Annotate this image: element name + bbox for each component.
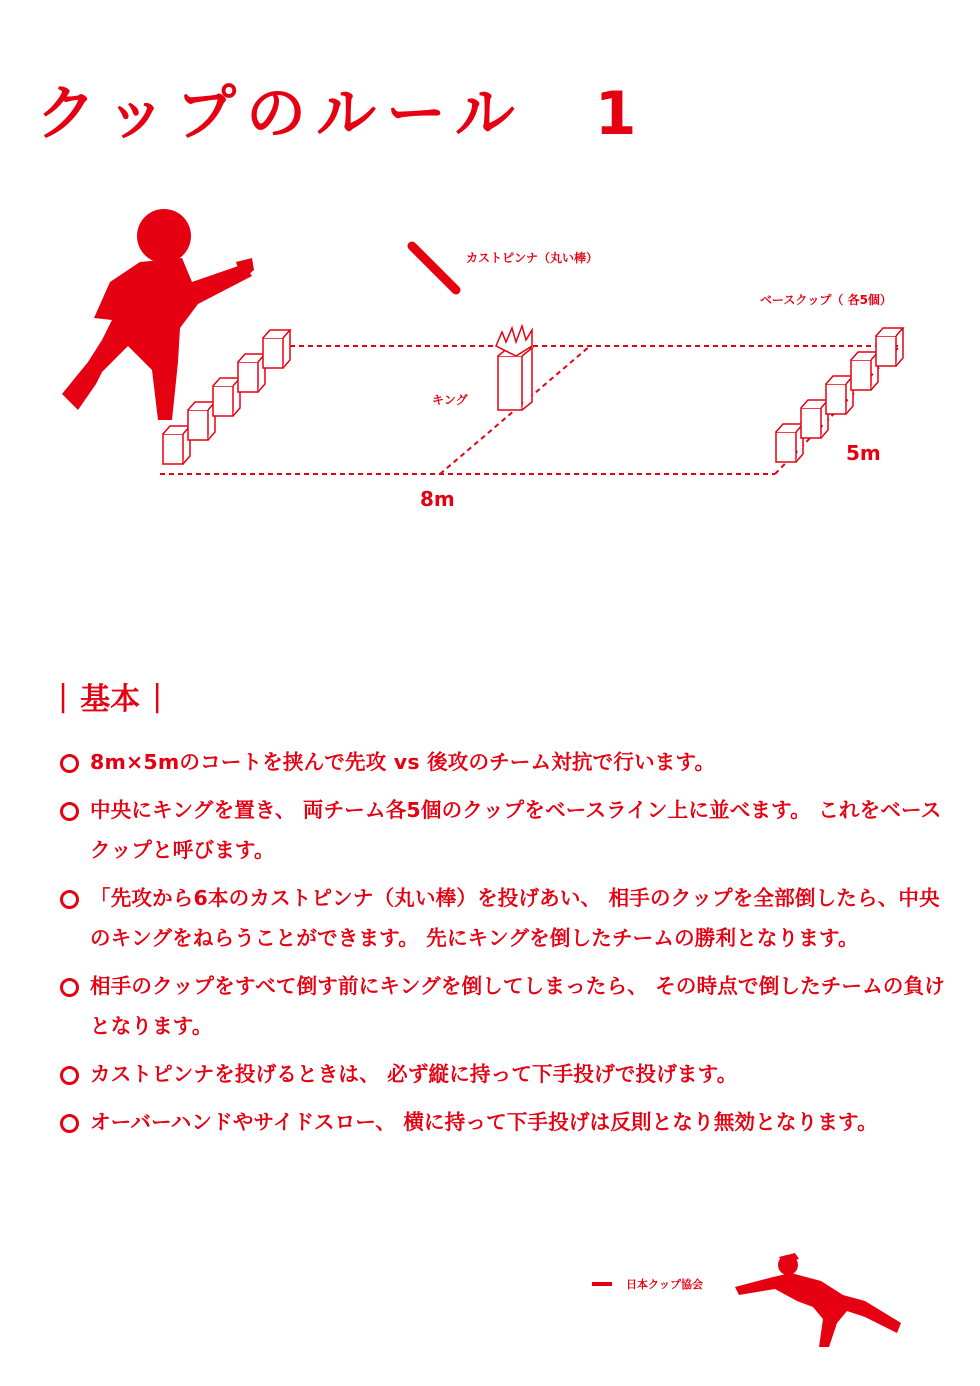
heading-bar-left: | xyxy=(58,678,69,714)
rule-text: 「先攻から6本のカストピンナ（丸い棒）を投げあい、 相手のクップを全部倒したら、中央のキングをねらうことができます。 先にキングを倒したチームの勝利となります。 xyxy=(90,886,940,950)
stick-icon xyxy=(412,246,456,290)
page-title: クップのルール 1 xyxy=(36,79,647,149)
heading-bar-right: | xyxy=(152,678,163,714)
circle-bullet-icon xyxy=(60,1066,79,1085)
circle-bullet-icon xyxy=(60,1114,79,1133)
circle-bullet-icon xyxy=(60,978,79,997)
rule-text: 8m×5mのコートを挟んで先攻 vs 後攻のチーム対抗で行います。 xyxy=(90,750,716,774)
base-cup-label: ベースクップ（ 各5個） xyxy=(760,293,892,307)
circle-bullet-icon xyxy=(60,802,79,821)
rule-text: カストピンナを投げるときは、 必ず縦に持って下手投げで投げます。 xyxy=(90,1062,738,1086)
list-item xyxy=(60,878,950,958)
rule-text: 相手のクップをすべて倒す前にキングを倒してしまったら、 その時点で倒したチームの負けとなります。 xyxy=(90,974,946,1038)
base-cup-block xyxy=(263,330,290,368)
list-item xyxy=(60,1102,950,1142)
footer-dash xyxy=(592,1282,612,1286)
base-cup-block xyxy=(801,400,828,438)
pitcher-figure xyxy=(725,1245,915,1355)
rules-list xyxy=(60,742,950,1150)
court-diagram xyxy=(0,0,980,560)
base-cup-block xyxy=(238,354,265,392)
base-cup-block xyxy=(776,424,803,462)
stick-label: カストピンナ（丸い棒） xyxy=(466,251,599,265)
rule-text: 中央にキングを置き、 両チーム各5個のクップをベースライン上に並べます。 これをベースクップと呼びます。 xyxy=(90,798,942,862)
section-heading xyxy=(58,674,162,718)
section-heading-text: 基本 xyxy=(80,682,141,717)
base-cup-block xyxy=(876,328,903,366)
list-item xyxy=(60,742,950,782)
circle-bullet-icon xyxy=(60,890,79,909)
rule-text: オーバーハンドやサイドスロー、 横に持って下手投げは反則となり無効となります。 xyxy=(90,1110,878,1134)
base-cups-right xyxy=(776,328,903,462)
footer xyxy=(592,1276,703,1292)
width-dimension-label: 5m xyxy=(846,441,881,465)
circle-bullet-icon xyxy=(60,754,79,773)
base-cup-block xyxy=(826,376,853,414)
list-item xyxy=(60,1054,950,1094)
length-dimension-label: 8m xyxy=(420,487,455,511)
list-item xyxy=(60,790,950,870)
base-cup-block xyxy=(163,426,190,464)
base-cup-block xyxy=(851,352,878,390)
base-cup-block xyxy=(188,402,215,440)
base-cup-block xyxy=(213,378,240,416)
king-piece xyxy=(496,326,532,410)
organization-name: 日本クップ協会 xyxy=(626,1278,703,1291)
king-label: キング xyxy=(432,393,468,407)
base-cups-left xyxy=(163,330,290,464)
list-item xyxy=(60,966,950,1046)
